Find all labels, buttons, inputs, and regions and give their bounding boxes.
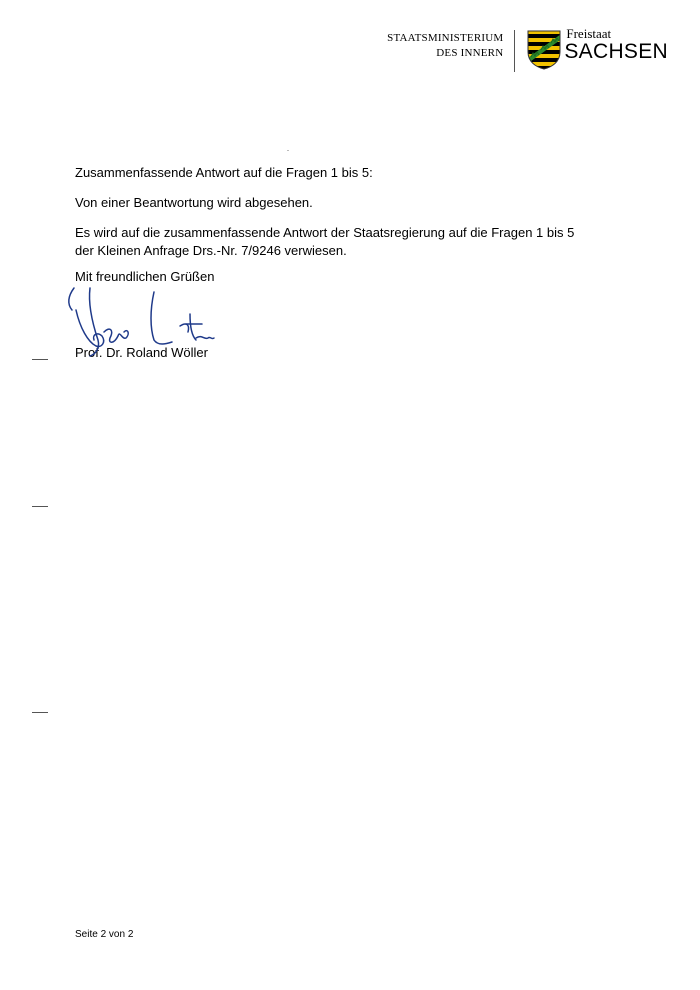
handwritten-signature [62,282,222,362]
answer-paragraph-1: Von einer Beantwortung wird abgesehen. [75,195,313,210]
page-number: Seite 2 von 2 [75,929,134,940]
letterhead [387,26,668,72]
ministry-line-2: DES INNERN [436,47,504,59]
fold-mark-bottom [32,712,48,713]
signer-name: Prof. Dr. Roland Wöller [75,345,208,360]
saxony-coat-of-arms-icon [527,30,561,70]
answer-paragraph-2-line-2: der Kleinen Anfrage Drs.-Nr. 7/9246 verwiesen. [75,243,347,258]
answer-heading: Zusammenfassende Antwort auf die Fragen 1 bis 5: [75,165,373,180]
ministry-line-1: STAATSMINISTERIUM [387,32,504,44]
fold-mark-top [32,359,48,360]
answer-paragraph-2-line-1: Es wird auf die zusammenfassende Antwort der Staatsregierung auf die Fragen 1 bis 5 [75,225,575,240]
state-name-small: Freistaat [566,26,612,41]
state-name-large: SACHSEN [564,40,668,63]
answer-paragraph-2 [75,224,635,260]
closing-salutation: Mit freundlichen Grüßen [75,269,215,284]
punch-mark-middle [32,506,48,507]
state-name [564,26,668,63]
scan-speck [287,150,289,151]
state-logo [515,26,668,70]
ministry-name [387,26,514,61]
